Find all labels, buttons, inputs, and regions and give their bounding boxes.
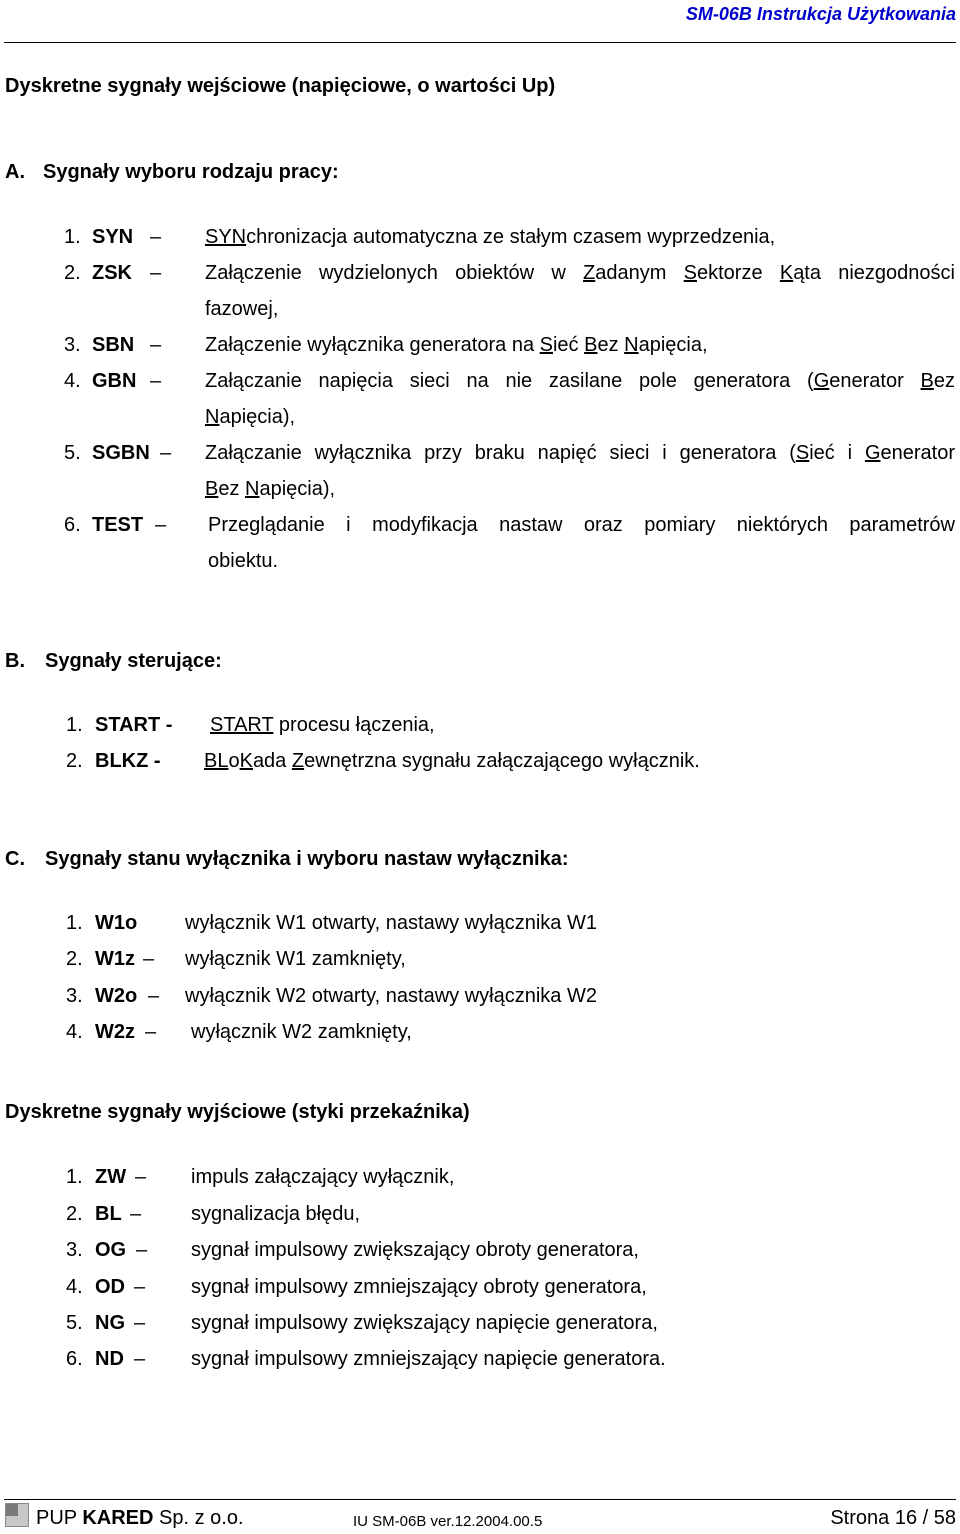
dash: –	[150, 226, 162, 248]
signal-description: sygnalizacja błędu,	[191, 1203, 360, 1225]
footer-doc-version: IU SM-06B ver.12.2004.00.5	[353, 1513, 543, 1530]
dash: –	[143, 948, 155, 970]
list-number: 2.	[64, 262, 81, 284]
signal-code: W2o	[95, 985, 138, 1007]
signal-code: ZW	[95, 1166, 127, 1188]
signal-description-continuation: Bez Napięcia),	[205, 478, 336, 500]
signal-description-continuation: Napięcia),	[205, 406, 296, 428]
dash: –	[145, 1021, 157, 1043]
signal-description: wyłącznik W1 otwarty, nastawy wyłącznika W1	[185, 912, 597, 934]
group-a-letter: A.	[5, 161, 25, 183]
signal-description: SYNchronizacja automatyczna ze stałym czasem wyprzedzenia,	[205, 226, 776, 248]
signal-description: wyłącznik W2 zamknięty,	[191, 1021, 412, 1043]
company-logo-icon	[5, 1503, 29, 1527]
list-number: 2.	[66, 948, 83, 970]
group-c-letter: C.	[5, 848, 25, 870]
signal-description: START procesu łączenia,	[210, 714, 435, 736]
dash: –	[148, 985, 160, 1007]
dash: –	[136, 1239, 148, 1261]
signal-code: GBN	[92, 370, 137, 392]
dash: –	[134, 1276, 146, 1298]
list-number: 1.	[66, 1166, 83, 1188]
group-b-letter: B.	[5, 650, 25, 672]
group-a-heading: Sygnały wyboru rodzaju pracy:	[43, 161, 339, 183]
signal-description: sygnał impulsowy zwiększający obroty generatora,	[191, 1239, 639, 1261]
section-outputs-title: Dyskretne sygnały wyjściowe (styki przekaźnika)	[5, 1101, 470, 1123]
list-number: 6.	[64, 514, 81, 536]
signal-description: Załączanie napięcia sieci na nie zasilane pole generatora (Generator Bez	[205, 370, 955, 392]
dash: –	[150, 262, 162, 284]
signal-code: BLKZ -	[95, 750, 161, 772]
footer-page-number: Strona 16 / 58	[830, 1507, 956, 1529]
list-number: 5.	[66, 1312, 83, 1334]
signal-description: wyłącznik W2 otwarty, nastawy wyłącznika W2	[185, 985, 597, 1007]
header-divider	[4, 42, 956, 43]
list-number: 4.	[64, 370, 81, 392]
list-number: 1.	[64, 226, 81, 248]
footer-divider	[4, 1499, 956, 1500]
list-number: 3.	[66, 1239, 83, 1261]
group-c-heading: Sygnały stanu wyłącznika i wyboru nastaw wyłącznika:	[45, 848, 569, 870]
signal-description: Załączenie wyłącznika generatora na Sieć Bez Napięcia,	[205, 334, 708, 356]
dash: –	[150, 334, 162, 356]
header-title: SM-06B Instrukcja Użytkowania	[685, 4, 956, 24]
list-number: 5.	[64, 442, 81, 464]
signal-description: sygnał impulsowy zmniejszający obroty generatora,	[191, 1276, 647, 1298]
signal-description: Załączenie wydzielonych obiektów w Zadanym Sektorze Kąta niezgodności	[205, 262, 955, 284]
signal-code: W2z	[95, 1021, 135, 1043]
signal-description: Załączanie wyłącznika przy braku napięć sieci i generatora (Sieć i Generator	[205, 442, 955, 464]
signal-code: ZSK	[92, 262, 132, 284]
signal-description-continuation: fazowej,	[205, 298, 279, 320]
dash: –	[135, 1166, 147, 1188]
group-b-heading: Sygnały sterujące:	[45, 650, 222, 672]
signal-code: W1o	[95, 912, 138, 934]
list-number: 2.	[66, 750, 83, 772]
dash: –	[130, 1203, 142, 1225]
signal-description: Przeglądanie i modyfikacja nastaw oraz pomiary niektórych parametrów	[208, 514, 955, 536]
list-number: 1.	[66, 912, 83, 934]
list-number: 4.	[66, 1276, 83, 1298]
list-number: 6.	[66, 1348, 83, 1370]
list-number: 2.	[66, 1203, 83, 1225]
dash: –	[150, 370, 162, 392]
signal-description: BLoKada Zewnętrzna sygnału załączającego wyłącznik.	[204, 750, 700, 772]
dash: –	[134, 1348, 146, 1370]
dash: –	[134, 1312, 146, 1334]
list-number: 3.	[64, 334, 81, 356]
signal-code: SBN	[92, 334, 135, 356]
list-number: 3.	[66, 985, 83, 1007]
dash: –	[160, 442, 172, 464]
section-inputs-title: Dyskretne sygnały wejściowe (napięciowe, o wartości Up)	[5, 75, 556, 97]
signal-code: SGBN	[92, 442, 150, 464]
signal-description: wyłącznik W1 zamknięty,	[185, 948, 406, 970]
signal-code: START -	[95, 714, 173, 736]
signal-description: sygnał impulsowy zmniejszający napięcie generatora.	[191, 1348, 666, 1370]
signal-description: sygnał impulsowy zwiększający napięcie generatora,	[191, 1312, 658, 1334]
signal-code: NG	[95, 1312, 125, 1334]
dash: –	[155, 514, 167, 536]
signal-code: TEST	[92, 514, 144, 536]
list-number: 1.	[66, 714, 83, 736]
signal-code: BL	[95, 1203, 122, 1225]
signal-code: SYN	[92, 226, 134, 248]
signal-description-continuation: obiektu.	[208, 550, 279, 572]
signal-code: ND	[95, 1348, 124, 1370]
signal-code: OD	[95, 1276, 125, 1298]
signal-code: W1z	[95, 948, 135, 970]
footer-company: PUP KARED Sp. z o.o.	[36, 1507, 244, 1529]
signal-description: impuls załączający wyłącznik,	[191, 1166, 455, 1188]
list-number: 4.	[66, 1021, 83, 1043]
signal-code: OG	[95, 1239, 127, 1261]
